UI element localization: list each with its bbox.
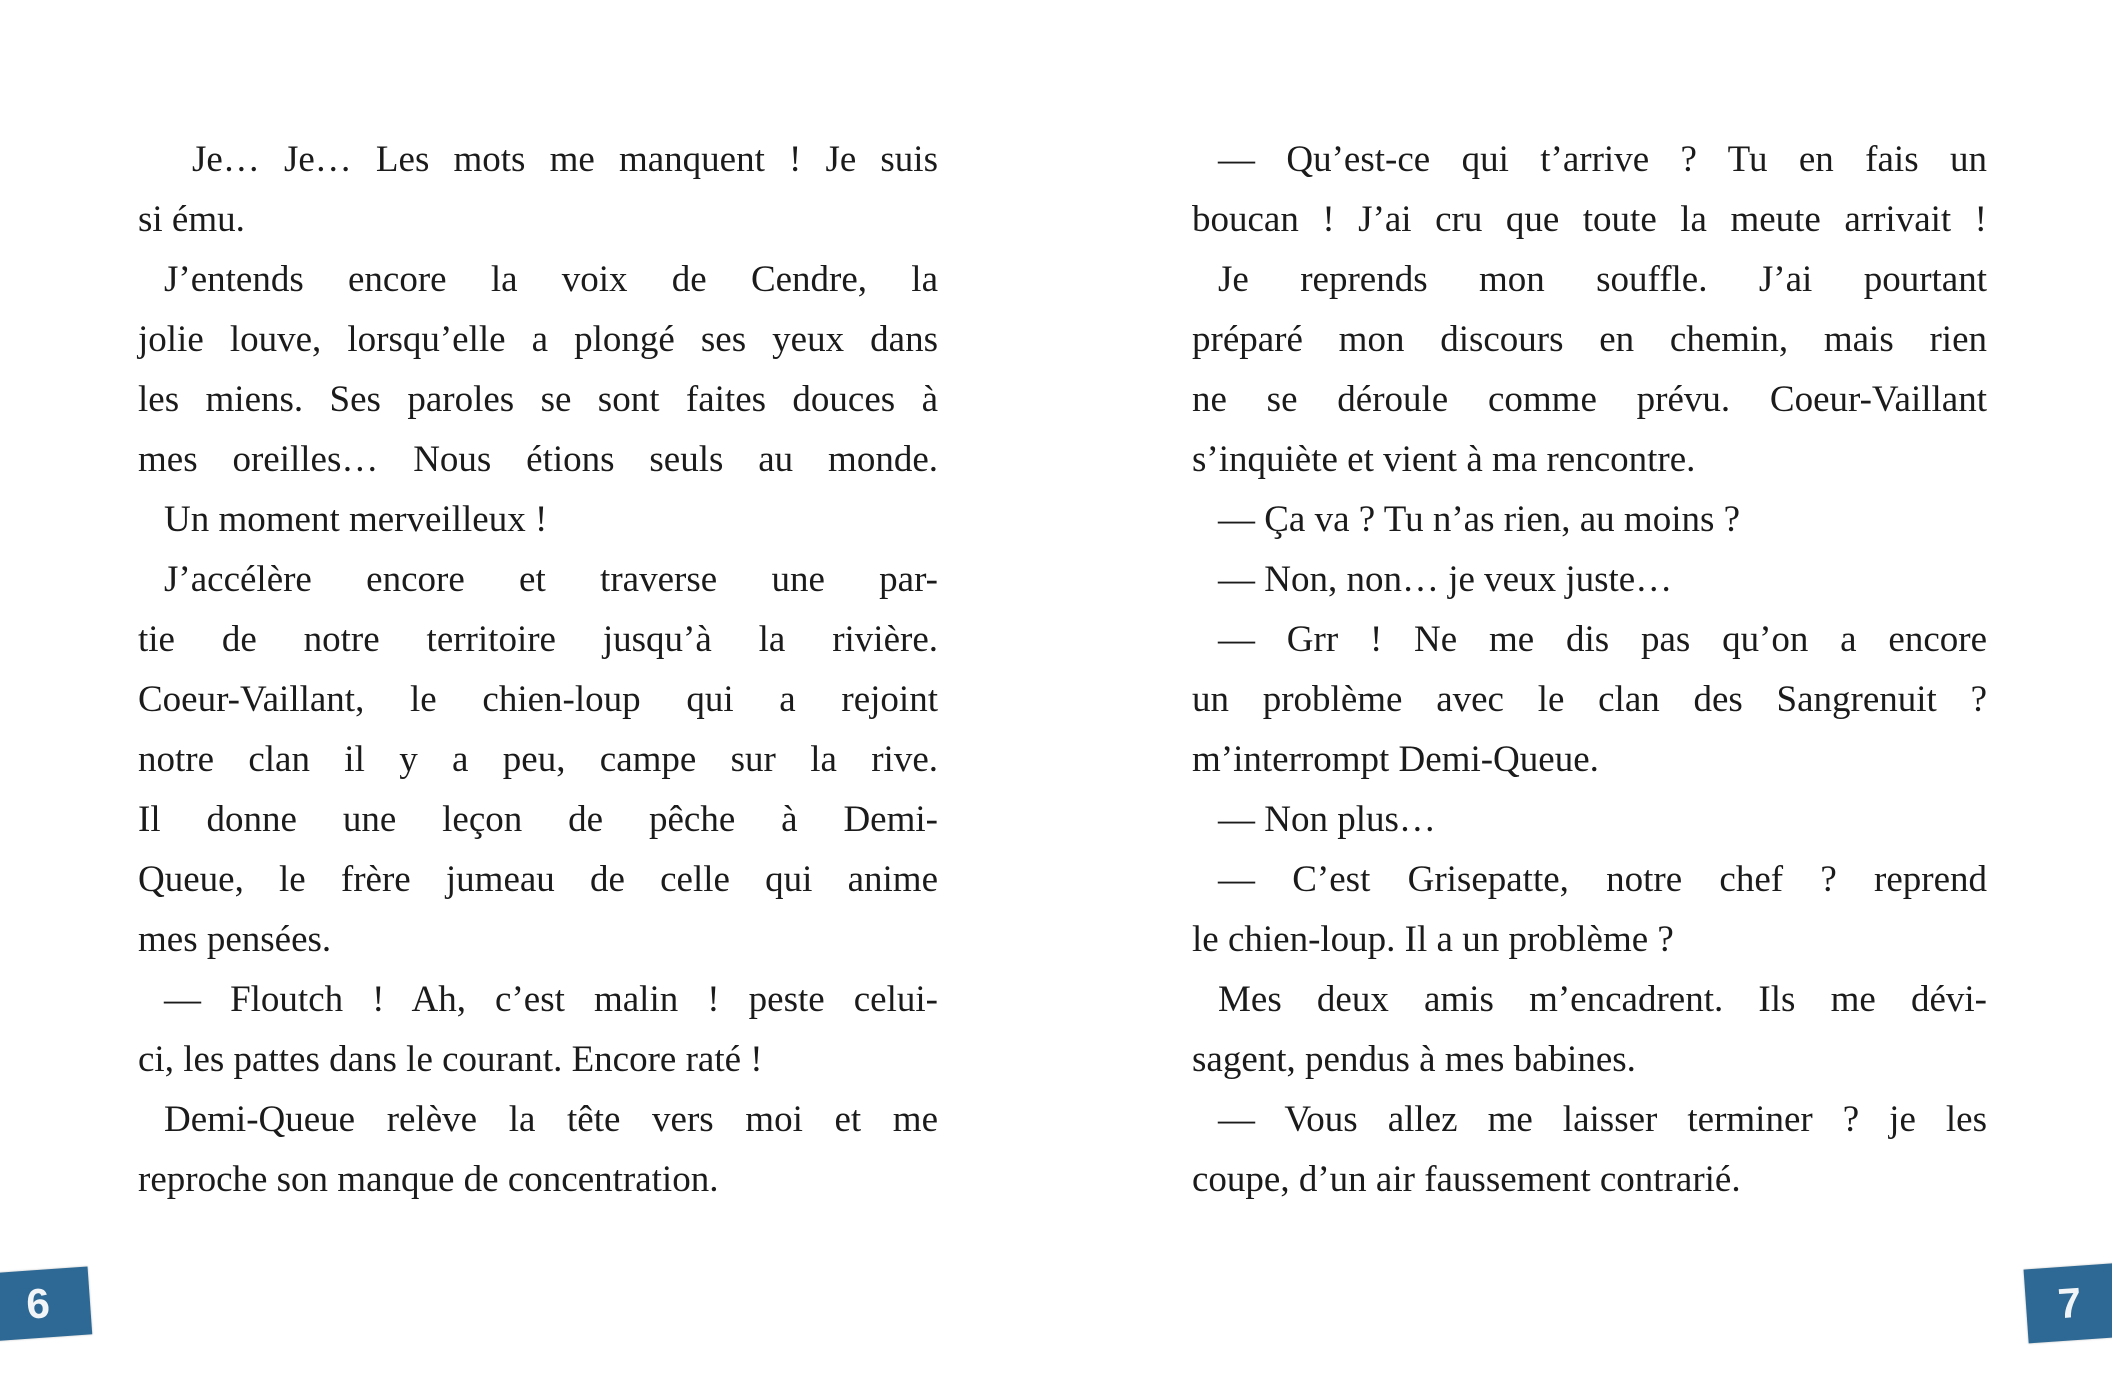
- text-line: s’inquiète et vient à ma rencontre.: [1192, 439, 1696, 480]
- page-number-badge-right: [2024, 1263, 2112, 1344]
- text-line: J’entends encore la voix de Cendre, la: [164, 259, 938, 300]
- text-line: mes oreilles… Nous étions seuls au monde.: [138, 439, 938, 480]
- text-line: notre clan il y a peu, campe sur la rive.: [138, 739, 938, 780]
- text-line: ci, les pattes dans le courant. Encore raté !: [138, 1039, 763, 1080]
- text-line: — Ça va ? Tu n’as rien, au moins ?: [1218, 499, 1741, 540]
- text-line: — Qu’est-ce qui t’arrive ? Tu en fais un: [1218, 139, 1987, 180]
- text-line: — Non, non… je veux juste…: [1218, 559, 1673, 600]
- page-right: [1056, 0, 2112, 1400]
- text-line: coupe, d’un air faussement contrarié.: [1192, 1159, 1741, 1200]
- text-line: les miens. Ses paroles se sont faites douces à: [138, 379, 938, 420]
- text-line: tie de notre territoire jusqu’à la rivière.: [138, 619, 938, 660]
- page-number-right: 7: [2056, 1278, 2083, 1328]
- text-line: — Grr ! Ne me dis pas qu’on a encore: [1218, 619, 1987, 660]
- text-line: Un moment merveilleux !: [164, 499, 548, 540]
- text-line: Coeur-Vaillant, le chien-loup qui a rejoint: [138, 679, 938, 720]
- text-line: si ému.: [138, 199, 245, 240]
- text-line: J’accélère encore et traverse une par-: [164, 559, 938, 600]
- text-line: — Non plus…: [1218, 799, 1436, 840]
- page-right-text: [1192, 130, 1987, 1210]
- text-line: — Floutch ! Ah, c’est malin ! peste celui-: [164, 979, 938, 1020]
- text-line: un problème avec le clan des Sangrenuit ?: [1192, 679, 1987, 720]
- text-line: — C’est Grisepatte, notre chef ? reprend: [1218, 859, 1987, 900]
- text-line: boucan ! J’ai cru que toute la meute arrivait !: [1192, 199, 1987, 240]
- text-line: le chien-loup. Il a un problème ?: [1192, 919, 1674, 960]
- text-line: ne se déroule comme prévu. Coeur-Vaillant: [1192, 379, 1987, 420]
- page-left-text: [138, 130, 938, 1210]
- text-line: jolie louve, lorsqu’elle a plongé ses yeux dans: [138, 319, 938, 360]
- page-number-badge-left: [0, 1266, 92, 1341]
- text-line: reproche son manque de concentration.: [138, 1159, 719, 1200]
- text-line: Mes deux amis m’encadrent. Ils me dévi-: [1218, 979, 1987, 1020]
- text-line: mes pensées.: [138, 919, 332, 960]
- text-line: Je… Je… Les mots me manquent ! Je suis: [192, 139, 938, 180]
- text-line: m’interrompt Demi-Queue.: [1192, 739, 1599, 780]
- text-line: Il donne une leçon de pêche à Demi-: [138, 799, 938, 840]
- text-line: Demi-Queue relève la tête vers moi et me: [164, 1099, 938, 1140]
- text-line: préparé mon discours en chemin, mais rien: [1192, 319, 1987, 360]
- text-line: Je reprends mon souffle. J’ai pourtant: [1218, 259, 1987, 300]
- page-number-left: 6: [24, 1279, 52, 1328]
- text-line: sagent, pendus à mes babines.: [1192, 1039, 1636, 1080]
- text-line: Queue, le frère jumeau de celle qui anime: [138, 859, 938, 900]
- text-line: — Vous allez me laisser terminer ? je les: [1218, 1099, 1987, 1140]
